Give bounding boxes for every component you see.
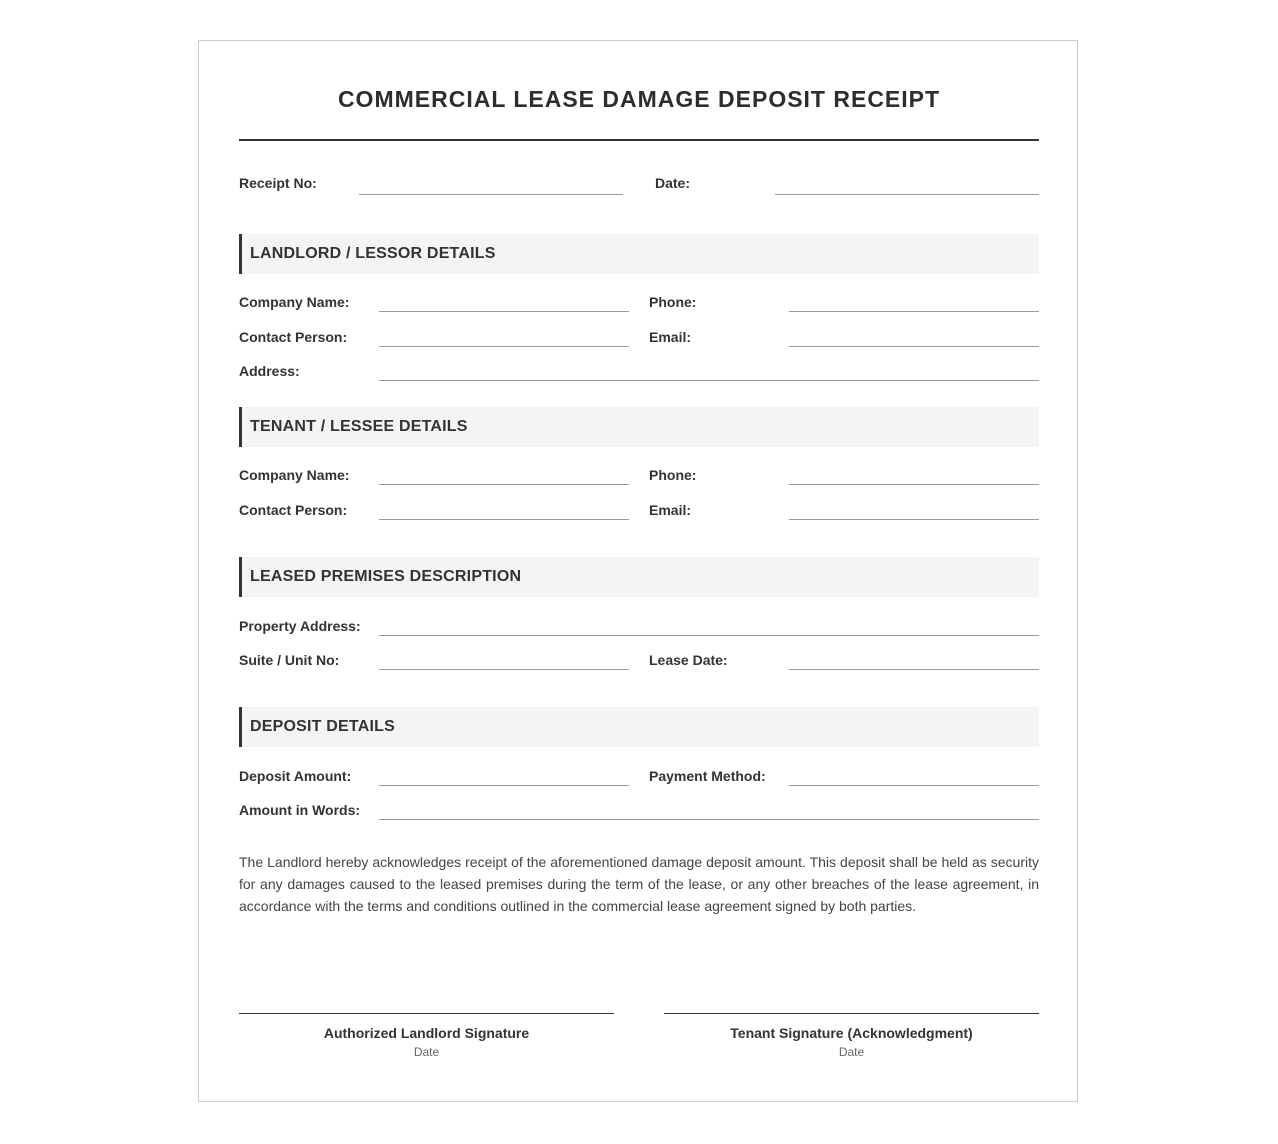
landlord-signature-label: Authorized Landlord Signature [323,1025,530,1041]
landlord-phone-label: Phone: [649,294,697,310]
lease-date-field[interactable] [789,669,1039,670]
landlord-email-label: Email: [649,329,692,345]
date-label: Date: [655,175,691,191]
landlord-contact-field[interactable] [379,346,629,347]
landlord-signature-date: Date [413,1045,440,1059]
premises-section-header [239,557,1039,597]
receipt-no-label: Receipt No: [239,175,317,191]
premises-row-1 [239,617,1039,641]
landlord-company-label: Company Name: [239,294,350,310]
landlord-contact-label: Contact Person: [239,329,348,345]
landlord-section-title: LANDLORD / LESSOR DETAILS [250,245,496,262]
property-address-field[interactable] [379,635,1039,636]
deposit-amount-label: Deposit Amount: [239,768,352,784]
tenant-company-label: Company Name: [239,467,350,483]
tenant-signature-label: Tenant Signature (Acknowledgment) [730,1025,973,1041]
tenant-signature-block[interactable] [664,1013,1039,1059]
tenant-row-1 [239,466,1039,490]
title-divider [239,139,1039,141]
receipt-no-field[interactable] [359,194,623,195]
tenant-company-field[interactable] [379,484,629,485]
suite-unit-field[interactable] [379,669,629,670]
landlord-row-1 [239,293,1039,317]
deposit-section-title: DEPOSIT DETAILS [250,718,395,735]
premises-row-2 [239,651,1039,675]
tenant-phone-label: Phone: [649,467,697,483]
amount-words-label: Amount in Words: [239,802,361,818]
tenant-section-title: TENANT / LESSEE DETAILS [250,418,468,435]
landlord-phone-field[interactable] [789,311,1039,312]
landlord-section-header [239,234,1039,274]
lease-date-label: Lease Date: [649,652,728,668]
landlord-signature-block[interactable] [239,1013,614,1059]
deposit-section-header [239,707,1039,747]
receipt-page [198,40,1078,1102]
landlord-company-field[interactable] [379,311,629,312]
payment-method-field[interactable] [789,785,1039,786]
amount-words-field[interactable] [379,819,1039,820]
landlord-address-label: Address: [239,363,300,379]
tenant-phone-field[interactable] [789,484,1039,485]
deposit-row-1 [239,767,1039,791]
tenant-row-2 [239,501,1039,525]
deposit-row-2 [239,801,1039,825]
landlord-row-3 [239,362,1039,386]
deposit-amount-field[interactable] [379,785,629,786]
date-field[interactable] [775,194,1039,195]
landlord-email-field[interactable] [789,346,1039,347]
tenant-section-header [239,407,1039,447]
payment-method-label: Payment Method: [649,768,766,784]
property-address-label: Property Address: [239,618,361,634]
premises-section-title: LEASED PREMISES DESCRIPTION [250,568,522,585]
suite-unit-label: Suite / Unit No: [239,652,340,668]
document-title: COMMERCIAL LEASE DAMAGE DEPOSIT RECEIPT [337,86,941,112]
tenant-contact-label: Contact Person: [239,502,348,518]
acknowledgment-paragraph: The Landlord hereby acknowledges receipt of the aforementioned damage deposit amount. This deposit shall be held as security for any damages caused to the leased premises during the term of the lease, or any other breaches of the lease agreement, in accordance with the terms and conditions outlined in the commercial lease agreement signed by both parties. [239,854,1039,914]
tenant-email-field[interactable] [789,519,1039,520]
receipt-header-row [239,174,1039,198]
tenant-contact-field[interactable] [379,519,629,520]
tenant-signature-date: Date [838,1045,865,1059]
landlord-address-field[interactable] [379,380,1039,381]
tenant-email-label: Email: [649,502,692,518]
landlord-row-2 [239,328,1039,352]
